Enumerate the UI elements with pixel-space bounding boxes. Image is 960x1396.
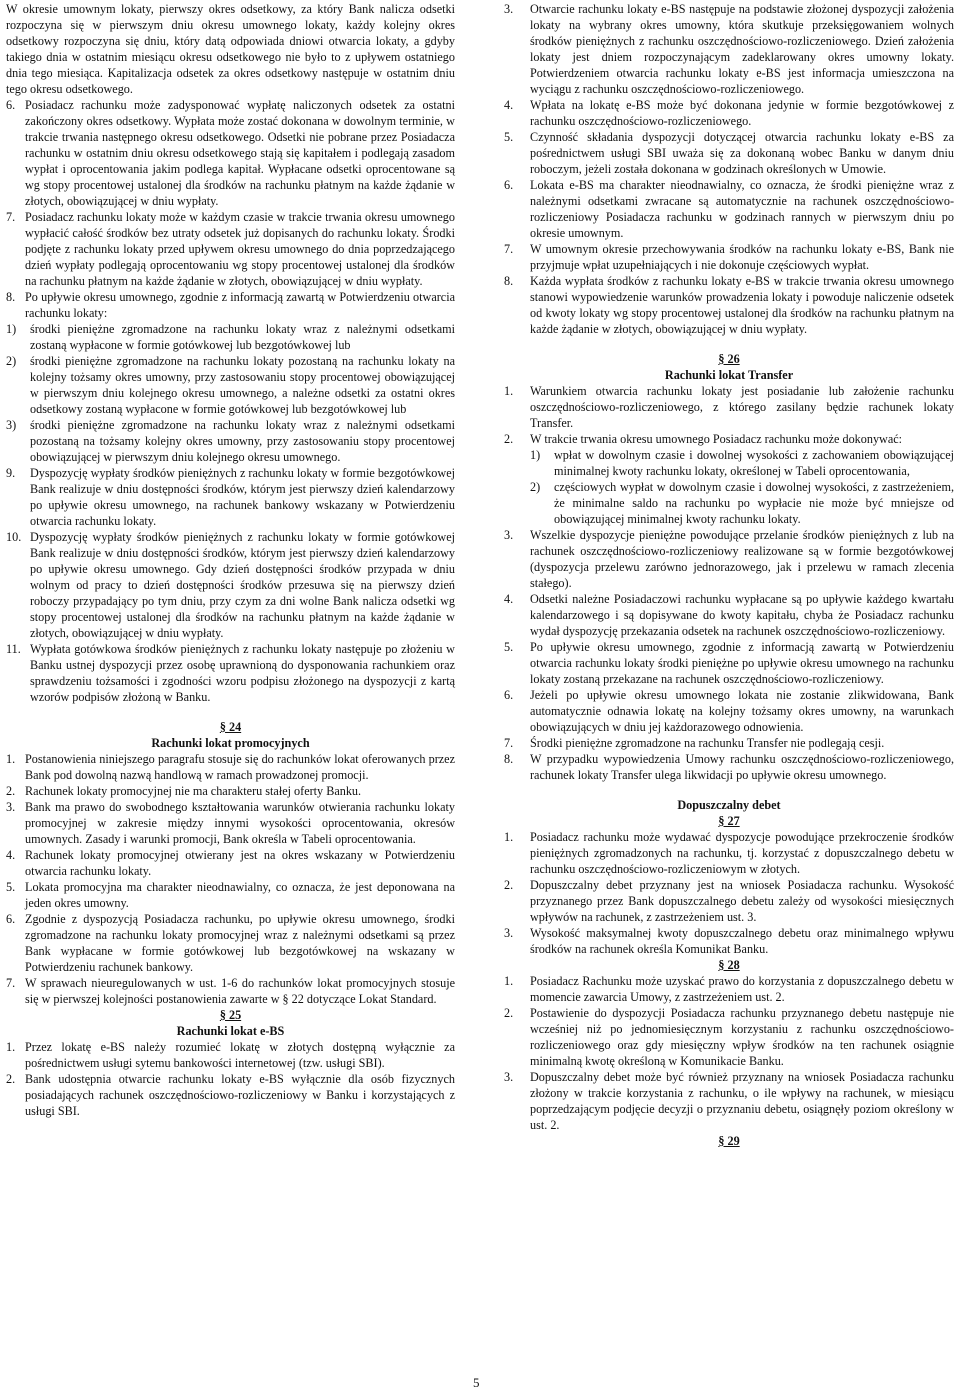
- item-text: Postawienie do dyspozycji Posiadacza rachunku przyznanego debetu następuje nie wcześniej niż po jednomiesięcznym korzystaniu z rachunku oszczędnościowo-rozliczeniowego oraz gdy miesięczny wpływ środków na ten rachunek osiągnie minimalną kwotę określoną w Komunikacie Banku.: [530, 1006, 954, 1068]
- section-25-continued-list: [504, 1, 954, 337]
- item-text: Odsetki należne Posiadaczowi rachunku wypłacane są po upływie każdego kwartału kalendarzowego i są dopisywane do kwoty kapitału, chyba że Posiadacz rachunku wydał dyspozycję przekazania odsetek na rachunek oszczędnościowo-rozliczeniowy.: [530, 592, 954, 638]
- list-item: [504, 273, 954, 337]
- section-27-list: [504, 829, 954, 957]
- section-29-number: § 29: [718, 1134, 740, 1148]
- item-number: 4.: [504, 592, 514, 606]
- item-text: Rachunek lokaty promocyjnej otwierany jest na okres wskazany w Potwierdzeniu otwarcia rachunku lokaty.: [25, 848, 455, 878]
- list-item: [504, 591, 954, 639]
- section-25-list: [6, 1039, 455, 1119]
- list-9-11: [6, 465, 455, 705]
- sublist-item: [530, 447, 954, 479]
- item-number: 6.: [6, 912, 16, 926]
- item-number: 9.: [6, 466, 16, 480]
- list-item: [504, 1005, 954, 1069]
- list-item: [504, 241, 954, 273]
- section-25-number: § 25: [219, 1008, 242, 1022]
- item-number: 8.: [504, 274, 514, 288]
- item-number: 5.: [6, 880, 16, 894]
- list-item: [6, 847, 455, 879]
- item-text: Po upływie okresu umownego, zgodnie z informacją zawartą w Potwierdzeniu otwarcia rachunku lokaty:: [25, 290, 455, 320]
- item-number: 6.: [6, 98, 16, 112]
- subitem-text: wpłat w dowolnym czasie i dowolnej wysokości z zachowaniem obowiązującej minimalnej kwoty rachunku lokaty, określonej w Tabeli oprocentowania,: [554, 448, 954, 478]
- subitem-text: środki pieniężne zgromadzone na rachunku lokaty wraz z należnymi odsetkami pozostaną na tożsamy kolejny okres umowny, przy zastosowaniu stopy procentowej obowiązującej w pierwszym dniu kolejnego okresu umownego.: [30, 418, 455, 464]
- item-number: 6.: [504, 688, 514, 702]
- item-number: 5.: [504, 130, 514, 144]
- item-text: Dopuszczalny debet przyznany jest na wniosek Posiadacza rachunku. Wysokość przyznanego przez Bank dopuszczalnego debetu zależy od wysokości miesięcznych wpływów na rachunek, z zastrzeżeniem ust. 3.: [530, 878, 954, 924]
- list-item: [504, 431, 954, 447]
- item-number: 3.: [504, 2, 514, 16]
- list-6-7-8: [6, 97, 455, 321]
- section-24-title: Rachunki lokat promocyjnych: [151, 736, 310, 750]
- list-item: [6, 97, 455, 209]
- intro-paragraph: W okresie umownym lokaty, pierwszy okres odsetkowy, za który Bank nalicza odsetki rozpoczyna się w pierwszym dniu okresu umownego lokaty, każdy kolejny okres odsetkowy rozpoczyna się dniu, który datą odpowiada dniowi otwarcia lokaty, a gdyby takiego dnia w ostatnim miesiącu okresu odsetkowego nie było to z upływem ostatniego dnia tego miesiąca. Kapitalizacja odsetek za okres odsetkowy następuje w ostatnim dniu tego okresu odsetkowego.: [6, 2, 455, 96]
- list-item: [504, 1, 954, 97]
- sublist-8: [6, 321, 455, 465]
- item-number: 2.: [6, 784, 16, 798]
- list-item: [504, 925, 954, 957]
- section-28-list: [504, 973, 954, 1133]
- subitem-number: 1): [530, 448, 541, 462]
- list-item: [504, 1069, 954, 1133]
- left-column: [6, 1, 455, 1119]
- list-item: [504, 177, 954, 241]
- list-item: [6, 879, 455, 911]
- section-27-number: § 27: [718, 814, 740, 828]
- list-item: [6, 799, 455, 847]
- section-25-title: Rachunki lokat e-BS: [176, 1024, 285, 1038]
- item-number: 2.: [504, 878, 514, 892]
- list-item: [6, 465, 455, 529]
- item-number: 2.: [504, 432, 514, 446]
- item-number: 3.: [504, 528, 514, 542]
- item-text: Posiadacz rachunku może zadysponować wypłatę naliczonych odsetek za ostatni zakończony okres odsetkowy. Wypłata może zostać dokonana w dowolnym terminie, w trakcie trwania następnego okresu odsetkowego. Odsetki nie pobrane przez Posiadacza rachunku w ostatnim dniu okresu odsetkowego stają się kapitałem i podlegają zasadom wypłat i oprocentowania jakim podlega kapitał. Wypłacane odsetki oprocentowane są wg stopy procentowej ustalonej dla środków na rachunku płatnym na każde żądanie w złotych, obowiązującej w dniu wypłaty.: [25, 98, 455, 208]
- list-item: [504, 751, 954, 783]
- sublist-item: [6, 417, 455, 465]
- subitem-number: 2): [530, 480, 541, 494]
- sublist-item: [6, 321, 455, 353]
- item-text: Dyspozycję wypłaty środków pieniężnych z rachunku lokaty w formie bezgotówkowej Bank realizuje w dniu dostępności środków, którym jest pierwszy dzień kalendarzowy po upływie okresu umownego, na rachunek bankowy wskazany w Potwierdzeniu otwarcia rachunku lokaty.: [30, 466, 455, 528]
- subitem-number: 1): [6, 322, 17, 336]
- list-item: [6, 209, 455, 289]
- item-text: Posiadacz rachunku lokaty może w każdym czasie w trakcie trwania okresu umownego wypłacić całość środków bez utraty odsetek już dopisanych do rachunku lokaty. Środki podjęte z rachunku lokaty przed upływem okresu umownego do dnia poprzedzającego dzień wypłaty podlegają oprocentowaniu wg stopy procentowej ustalonej dla środków na rachunku płatnym na każde żądanie w złotych, obowiązującej w dniu wypłaty.: [25, 210, 455, 288]
- item-number: 8.: [504, 752, 514, 766]
- item-text: Wszelkie dyspozycje pieniężne powodujące przelanie środków pieniężnych z lub na rachunek oszczędnościowo-rozliczeniowy realizowane są w formie bezgotówkowej (dyspozycja przelewu zarówno jednorazowego, jak i przelewu w ramach zlecenia stałego).: [530, 528, 954, 590]
- item-number: 4.: [504, 98, 514, 112]
- item-text: W sprawach nieuregulowanych w ust. 1-6 do rachunków lokat promocyjnych stosuje się w pierwszej kolejności postanowienia zawarte w § 22 dotyczące Lokat Standard.: [25, 976, 455, 1006]
- section-26-title: Rachunki lokat Transfer: [664, 368, 794, 382]
- item-text: Postanowienia niniejszego paragrafu stosuje się do rachunków lokat oferowanych przez Bank pod dowolną nazwą handlową w ramach prowadzonej promocji.: [25, 752, 455, 782]
- list-item: [504, 735, 954, 751]
- list-item: [504, 639, 954, 687]
- item-text: Wysokość maksymalnej kwoty dopuszczalnego debetu oraz minimalnego wpływu środków na rachunek określa Komunikat Banku.: [530, 926, 954, 956]
- list-item: [6, 783, 455, 799]
- subitem-text: środki pieniężne zgromadzone na rachunku lokaty wraz z należnymi odsetkami zostaną wypłacone w formie gotówkowej lub bezgotówkowej lub: [30, 322, 455, 352]
- page-number: 5: [473, 1375, 480, 1390]
- list-item: [504, 383, 954, 431]
- item-number: 7.: [6, 210, 16, 224]
- list-item: [6, 1071, 455, 1119]
- item-text: Czynność składania dyspozycji dotyczącej otwarcia rachunku lokaty e-BS za pośrednictwem usługi SBI uważa się za dokonaną wobec Banku w danym dniu roboczym, jeżeli została dokonana w godzinach określonych w Umowie.: [530, 130, 954, 176]
- list-item: [6, 975, 455, 1007]
- item-number: 5.: [504, 640, 514, 654]
- list-item: [6, 911, 455, 975]
- item-number: 3.: [504, 926, 514, 940]
- subitem-text: środki pieniężne zgromadzone na rachunku lokaty pozostaną na rachunku lokaty na kolejny tożsamy okres umowny, przy zastosowaniu stopy procentowej obowiązującej w pierwszym dniu kolejnego okresu umownego, a należne odsetki za ostatni okres odsetkowy zostaną wypłacone w formie gotówkowej lub bezgotówkowej lub: [30, 354, 455, 416]
- list-item: [6, 529, 455, 641]
- item-number: 7.: [6, 976, 16, 990]
- item-number: 10.: [6, 530, 22, 544]
- list-item: [504, 527, 954, 591]
- item-text: W przypadku wypowiedzenia Umowy rachunku oszczędnościowo-rozliczeniowego, rachunek lokaty Transfer ulega likwidacji po upływie okresu umownego.: [530, 752, 954, 782]
- item-number: 1.: [504, 974, 514, 988]
- subitem-number: 2): [6, 354, 17, 368]
- item-text: W trakcie trwania okresu umownego Posiadacz rachunku może dokonywać:: [530, 432, 903, 446]
- item-text: Każda wypłata środków z rachunku lokaty e-BS w trakcie trwania okresu umownego stanowi wypowiedzenie warunków prowadzenia lokaty i powoduje naliczenie odsetek od kwoty lokaty wg stopy procentowej ustalonej dla środków na rachunku płatnym na każde żądanie w złotych, obowiązującej w dniu wypłaty.: [530, 274, 954, 336]
- debet-title: Dopuszczalny debet: [677, 798, 781, 812]
- item-text: Lokata e-BS ma charakter nieodnawialny, co oznacza, że środki pieniężne wraz z należnymi odsetkami zwracane są automatycznie na rachunek oszczędnościowo-rozliczeniowy Posiadacza rachunku w godzinach rannych w pierwszym dniu po okresie umownym.: [530, 178, 954, 240]
- item-number: 3.: [6, 800, 16, 814]
- list-item: [504, 829, 954, 877]
- item-number: 6.: [504, 178, 514, 192]
- item-text: Wypłata gotówkowa środków pieniężnych z rachunku lokaty następuje po złożeniu w Banku ustnej dyspozycji przez osobę uprawnioną do dysponowania rachunkiem oraz sprawdzeniu tożsamości i zgodności wzoru podpisu złożonego na dyspozycji z kartą wzorów podpisów złożoną w Banku.: [30, 642, 455, 704]
- item-text: Rachunek lokaty promocyjnej nie ma charakteru stałej oferty Banku.: [25, 784, 362, 798]
- section-26-list: [504, 383, 954, 783]
- item-text: W umownym okresie przechowywania środków na rachunku lokaty e-BS, Bank nie przyjmuje wpłat uzupełniających i nie dokonuje częściowych wypłat.: [530, 242, 954, 272]
- section-28-number: § 28: [718, 958, 740, 972]
- item-number: 4.: [6, 848, 16, 862]
- list-item: [504, 687, 954, 735]
- item-number: 3.: [504, 1070, 514, 1084]
- list-item: [6, 641, 455, 705]
- item-text: Lokata promocyjna ma charakter nieodnawialny, co oznacza, że jest deponowana na jeden okres umowny.: [25, 880, 455, 910]
- item-text: Zgodnie z dyspozycją Posiadacza rachunku, po upływie okresu umownego, środki zgromadzone na rachunku lokaty promocyjnej wraz z należnymi odsetkami są przez Bank wypłacane w formie gotówkowej lub bezgotówkowej na wskazany w Potwierdzeniu rachunek bankowy.: [25, 912, 455, 974]
- item-text: Środki pieniężne zgromadzone na rachunku Transfer nie podlegają cesji.: [530, 736, 885, 750]
- list-item: [504, 877, 954, 925]
- list-item: [504, 129, 954, 177]
- item-number: 1.: [6, 1040, 16, 1054]
- item-text: Jeżeli po upływie okresu umownego lokata nie zostanie zlikwidowana, Bank automatycznie odnawia lokatę na kolejny tożsamy okres umowny, na warunkach obowiązujących w dniu jej każdorazowego odnowienia.: [530, 688, 954, 734]
- item-number: 1.: [6, 752, 16, 766]
- item-number: 2.: [504, 1006, 514, 1020]
- section-26-sublist: [504, 447, 954, 527]
- item-text: Posiadacz rachunku może wydawać dyspozycje powodujące przekroczenie środków pieniężnych zgromadzonych na rachunku, tj. korzystać z dopuszczalnego debetu w rachunku oszczędnościowo-rozliczeniowym w złotych.: [530, 830, 954, 876]
- section-24-list: [6, 751, 455, 1007]
- item-number: 1.: [504, 830, 514, 844]
- item-text: Po upływie okresu umownego, zgodnie z informacją zawartą w Potwierdzeniu otwarcia rachunku lokaty środki pieniężne po upływie okresu umownego na rachunku lokaty zostaną przekazane na rachunek oszczędnościowo-rozliczeniowy.: [530, 640, 954, 686]
- item-number: 7.: [504, 736, 514, 750]
- subitem-number: 3): [6, 418, 17, 432]
- list-item: [6, 1039, 455, 1071]
- list-item: [504, 973, 954, 1005]
- item-text: Dopuszczalny debet może być również przyznany na wniosek Posiadacza rachunku złożony w trakcie korzystania z rachunku, o ile wpływy na rachunek, w miesiącu poprzedzającym podjęcie decyzji o przyznaniu debetu, osiągnęły poziom określony w ust. 2.: [530, 1070, 954, 1132]
- item-text: Przez lokatę e-BS należy rozumieć lokatę w złotych dostępną wyłącznie za pośrednictwem usługi sytemu bankowości internetowej (tzw. usługi SBI).: [25, 1040, 455, 1070]
- list-item: [504, 97, 954, 129]
- list-item: [6, 751, 455, 783]
- item-text: Otwarcie rachunku lokaty e-BS następuje na podstawie złożonej dyspozycji założenia lokaty na wybrany okres umowny, która skutkuje przeksięgowaniem wolnych środków pieniężnych z rachunku oszczędnościowo-rozliczeniowego. Dzień założenia lokaty jest dniem rozpoczynającym zadeklarowany okres umowny lokaty. Potwierdzeniem otwarcia rachunku lokaty e-BS jest informacja umieszczona na wyciągu z rachunku oszczędnościowo-rozliczeniowego.: [530, 2, 954, 96]
- right-column: [504, 1, 954, 1149]
- item-text: Bank ma prawo do swobodnego kształtowania warunków otwierania rachunku lokaty promocyjnej w zakresie między innymi wysokości oprocentowania, okresów umownych. Zasady i warunki promocji, Bank określa w Tabeli oprocentowania.: [25, 800, 455, 846]
- item-text: Posiadacz Rachunku może uzyskać prawo do korzystania z dopuszczalnego debetu w momencie zawarcia Umowy, z zastrzeżeniem ust. 2.: [530, 974, 954, 1004]
- sublist-item: [530, 479, 954, 527]
- list-item: [6, 289, 455, 321]
- item-number: 1.: [504, 384, 514, 398]
- item-number: 7.: [504, 242, 514, 256]
- subitem-text: częściowych wypłat w dowolnym czasie i dowolnej wysokości, z zastrzeżeniem, że minimalne saldo na rachunku po wypłacie nie może być mniejsze od obowiązującej minimalnej kwoty rachunku lokaty.: [554, 480, 954, 526]
- item-text: Dyspozycję wypłaty środków pieniężnych z rachunku lokaty w formie gotówkowej Bank realizuje w dniu dostępności środków, którym jest pierwszy dzień kalendarzowy po upływie okresu umownego. Gdy dzień dostępności środków przypada w dniu wolnym od pracy to dzień dostępności środków przesuwa się na pierwszy dzień roboczy przypadający po tym dniu, przy czym za dni wolne Bank nalicza odsetki wg stopy procentowej ustalonej dla środków na rachunku płatnym na każde żądanie w złotych, obowiązującej w dniu wypłaty.: [30, 530, 455, 640]
- item-text: Bank udostępnia otwarcie rachunku lokaty e-BS wyłącznie dla osób fizycznych posiadających rachunek oszczędnościowo-rozliczeniowy w Banku i korzystających z usługi SBI.: [25, 1072, 455, 1118]
- item-number: 11.: [6, 642, 21, 656]
- sublist-item: [6, 353, 455, 417]
- item-number: 8.: [6, 290, 16, 304]
- item-number: 2.: [6, 1072, 16, 1086]
- item-text: Wpłata na lokatę e-BS może być dokonana jedynie w formie bezgotówkowej z rachunku oszczędnościowo-rozliczeniowego.: [530, 98, 954, 128]
- item-text: Warunkiem otwarcia rachunku lokaty jest posiadanie lub założenie rachunku oszczędnościowo-rozliczeniowego, z którego zasilany będzie rachunek lokaty Transfer.: [530, 384, 954, 430]
- section-26-number: § 26: [718, 352, 740, 366]
- section-24-number: § 24: [219, 720, 242, 734]
